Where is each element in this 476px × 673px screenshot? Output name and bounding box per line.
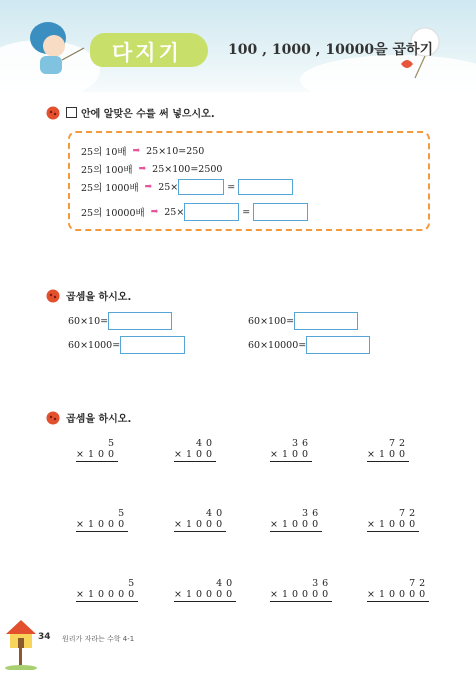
section3-heading [46, 410, 131, 425]
page-title: 100 , 1000 , 10000을 곱하기 [228, 42, 434, 58]
answer-box[interactable] [306, 336, 370, 354]
row-left: 25의 1000배 [81, 183, 139, 194]
multiplicand: 40 [216, 578, 237, 589]
vertical-problem [76, 578, 138, 602]
vertical-problem [174, 508, 226, 532]
multiplier: ×100 [174, 449, 217, 460]
row-right: 25× [158, 181, 179, 193]
multiplication-item [68, 312, 172, 330]
multiplier: ×100 [76, 449, 119, 460]
multiplicand: 5 [128, 578, 139, 589]
row-left: 25의 100배 [81, 165, 133, 176]
row-left: 25의 10000배 [81, 208, 145, 219]
answer-box[interactable] [178, 179, 224, 195]
expression: 60×1000= [68, 339, 121, 351]
exercise-row [81, 203, 308, 221]
section2-heading [46, 288, 131, 303]
section-badge [90, 33, 208, 67]
vertical-problem [270, 578, 332, 602]
ladybug-icon [46, 106, 60, 120]
multiplier: ×10000 [270, 589, 333, 600]
multiplier: ×1000 [270, 519, 323, 530]
multiplicand: 40 [206, 508, 227, 519]
answer-box[interactable] [253, 203, 308, 221]
child-illustration [18, 8, 88, 80]
multiplicand: 5 [108, 438, 119, 449]
example-row [81, 144, 204, 158]
multiplier: ×100 [367, 449, 410, 460]
row-right: 25× [164, 206, 185, 218]
book-title: 원리가 자라는 수학 4-1 [62, 635, 135, 643]
right-arrow-icon: ➡ [132, 146, 141, 156]
equals-sign: = [242, 206, 251, 218]
vertical-problem [270, 508, 322, 532]
vertical-problem [270, 438, 312, 462]
expression: 60×10= [68, 315, 109, 327]
row-right: 25×10=250 [146, 145, 205, 157]
vertical-problem [76, 438, 118, 462]
blank-box-icon [66, 107, 77, 118]
expression: 60×100= [248, 315, 295, 327]
vertical-problem [367, 578, 429, 602]
equals-sign: = [227, 181, 236, 193]
section1-heading [46, 105, 215, 120]
right-arrow-icon: ➡ [138, 164, 147, 174]
multiplicand: 36 [292, 438, 313, 449]
multiplicand: 72 [399, 508, 420, 519]
section2-instruction: 곱셈을 하시오. [66, 292, 132, 303]
badge-label: 다지기 [112, 41, 182, 65]
right-arrow-icon: ➡ [150, 207, 159, 217]
multiplicand: 36 [302, 508, 323, 519]
vertical-problem [367, 508, 419, 532]
multiplication-item [248, 336, 370, 354]
ladybug-icon [46, 289, 60, 303]
answer-box[interactable] [120, 336, 185, 354]
multiplicand: 72 [409, 578, 430, 589]
vertical-problem [367, 438, 409, 462]
vertical-problem [76, 508, 128, 532]
row-left: 25의 10배 [81, 147, 127, 158]
answer-box[interactable] [184, 203, 239, 221]
multiplicand: 5 [118, 508, 129, 519]
multiplier: ×1000 [76, 519, 129, 530]
multiplier: ×10000 [76, 589, 139, 600]
multiplicand: 72 [389, 438, 410, 449]
example-row [81, 162, 222, 176]
answer-box[interactable] [108, 312, 172, 330]
multiplication-item [68, 336, 185, 354]
answer-box[interactable] [238, 179, 293, 195]
mailbox-house-icon [4, 618, 38, 670]
page-header [0, 0, 476, 92]
multiplier: ×10000 [367, 589, 430, 600]
multiplier: ×1000 [174, 519, 227, 530]
expression: 60×10000= [248, 339, 307, 351]
vertical-problem [174, 438, 216, 462]
answer-box[interactable] [294, 312, 358, 330]
multiplier: ×100 [270, 449, 313, 460]
multiplier: ×1000 [367, 519, 420, 530]
exercise-row [81, 179, 293, 195]
multiplier: ×10000 [174, 589, 237, 600]
page-number: 34 [38, 632, 51, 642]
row-right: 25×100=2500 [152, 163, 223, 175]
right-arrow-icon: ➡ [144, 182, 153, 192]
multiplication-item [248, 312, 358, 330]
ladybug-icon [46, 411, 60, 425]
section1-instruction: 안에 알맞은 수를 써 넣으시오. [81, 109, 215, 120]
multiplicand: 36 [312, 578, 333, 589]
section3-instruction: 곱셈을 하시오. [66, 414, 132, 425]
multiplicand: 40 [196, 438, 217, 449]
vertical-problem [174, 578, 236, 602]
